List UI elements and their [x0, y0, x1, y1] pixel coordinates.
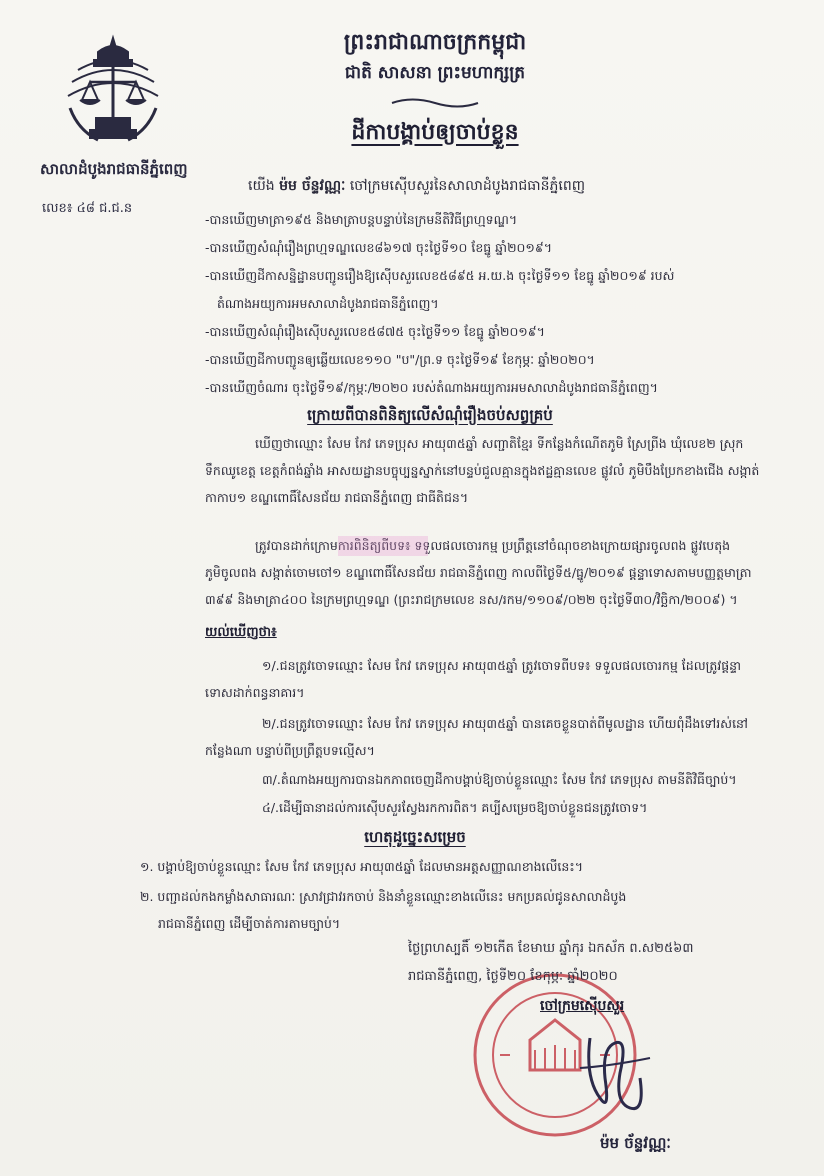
decision-item-1 — [140, 853, 780, 880]
charge-paragraph-cont — [205, 559, 785, 613]
reference-item: -បានឃើញមាត្រា១៩៥ និងមាត្រាបន្តបន្ទាប់នៃក្រមនីតិវិធីព្រហ្មទណ្ឌ។ — [205, 212, 518, 227]
national-motto: ជាតិ សាសនា ព្រះមហាក្សត្រ — [344, 63, 526, 83]
document-title: ដីកាបង្គាប់ឲ្យចាប់ខ្លួន — [351, 119, 519, 145]
solar-date: រាជធានីភ្នំពេញ, ថ្ងៃទី២០ ខែកុម្ភៈ ឆ្នាំ២០២០ — [408, 969, 618, 984]
paragraph-line — [255, 532, 780, 559]
court-name: សាលាដំបូងរាជធានីភ្នំពេញ — [40, 160, 188, 178]
paragraph-line: កាកាប១ ខណ្ឌពោធិ៍សែនជ័យ រាជធានីភ្នំពេញ ជាធីតិជន។ — [205, 490, 469, 505]
judge-name: ម៉ម ច័ន្ទវណ្ណៈ — [279, 178, 346, 194]
judge-role: ចៅក្រមស៊ើបសួរនៃសាលាដំបូងរាជធានីភ្នំពេញ — [349, 178, 586, 194]
findings-subhead: យល់ឃើញថា៖ — [205, 625, 277, 640]
judge-prefix: យើង — [248, 178, 275, 194]
finding-line: ១/.ជនត្រូវចោទឈ្មោះ សែម កែវ ភេទប្រុស អាយុ៣៥ឆ្នាំ ត្រូវចោទពីបទ៖ ទទួលផលចោរកម្ម ដែលត្រូវផ្ដន្ទា — [262, 658, 742, 673]
paragraph-line: ៣៩៩ និងមាត្រា៤០០ នៃក្រមព្រហ្មទណ្ឌ (ព្រះរាជក្រមលេខ នស/រកម/១១០៩/០២២ ចុះថ្ងៃទី៣០/វិច្ឆិកា/២០០៩) ។ — [205, 592, 738, 607]
defendant-paragraph-cont — [205, 457, 785, 511]
finding-item-3 — [262, 766, 787, 793]
signer-name: ម៉ម ច័ន្ទវណ្ណៈ — [600, 1134, 671, 1152]
kingdom-heading: ព្រះរាជាណាចក្រកម្ពុជា — [343, 29, 527, 55]
ornament-divider-icon — [390, 96, 480, 110]
finding-line: ៤/.ដើម្បីធានាដល់ការស៊ើបសួរស្វែងរកការពិត។ គប្បីសម្រេចឱ្យចាប់ខ្លួនជនត្រូវចោទ។ — [262, 800, 648, 815]
finding-line: ទោសដាក់ពន្ធនាគារ។ — [205, 685, 305, 700]
reference-item: -បានឃើញចំណារ ចុះថ្ងៃទី១៩/កុម្ភៈ/២០២០ របស់តំណាងអយ្យការអមសាលាដំបូងរាជធានីភ្នំពេញ។ — [205, 380, 658, 395]
references-list — [205, 206, 795, 402]
finding-line: កន្លែងណា បន្ទាប់ពីប្រព្រឹត្តបទល្មើស។ — [205, 743, 375, 758]
decision-line: រាជធានីភ្នំពេញ ដើម្បីចាត់ការតាមច្បាប់។ — [158, 916, 341, 931]
paragraph-line: ឃើញថាឈ្មោះ សែម កែវ ភេទប្រុស អាយុ៣៥ឆ្នាំ សញ្ជាតិខ្មែរ ទីកន្លែងកំណើតភូមិ ស្រែព្រីង ឃុំលេខ២ ស្រុក — [255, 436, 744, 451]
paragraph-line: ភូមិចូលពង សង្កាត់ចោមចៅ១ ខណ្ឌពោធិ៍សែនជ័យ រាជធានីភ្នំពេញ កាលពីថ្ងៃទី៥/ធ្នូ/២០១៩ ផ្ដន្ទាទោសតាមបញ្ញត្តមាត្រា — [205, 565, 752, 580]
paragraph-line: ទឹកឈូខេត្ត ខេត្តកំពង់ឆ្នាំង អាសយដ្ឋានបច្ចុប្បន្នស្នាក់នៅបន្ទប់ជួលគ្មានក្នុងឥដ្ឋគ្មានលេខ ផ្លូវលំ ភូមិបឹងប្រែកខាងជើង សង្កាត់ — [205, 463, 760, 478]
finding-item-4 — [262, 794, 787, 821]
reference-item-continued: តំណាងអយ្យការអមសាលាដំបូងរាជធានីភ្នំពេញ។ — [217, 296, 439, 311]
decision-item-2-cont — [158, 910, 798, 937]
finding-item-1 — [262, 652, 787, 679]
finding-line: ២/.ជនត្រូវចោទឈ្មោះ សែម កែវ ភេទប្រុស អាយុ៣៥ឆ្នាំ បានគេចខ្លួនបាត់ពីមូលដ្ឋាន ហើយពុំដឹងទៅរស់នៅ — [262, 716, 748, 731]
lunar-date: ថ្ងៃព្រហស្បតិ៍ ១២កើត ខែមាឃ ឆ្នាំកុរ ឯកស័ក ព.ស២៥៦៣ — [408, 941, 694, 956]
charge-paragraph — [255, 532, 780, 559]
reference-item: -បានឃើញដីកាបញ្ជូនឲ្យឆ្លើយលេខ១១០ "ប"/ព្រ.ទ ចុះថ្ងៃទី១៩ ខែកុម្ភៈ ឆ្នាំ២០២០។ — [205, 352, 595, 367]
handwritten-signature-icon — [560, 1018, 670, 1128]
decision-heading: ហេតុដូច្នេះសម្រេច — [364, 828, 466, 846]
finding-line: ៣/.តំណាងអយ្យការបានឯកភាពចេញដីកាបង្គាប់ឱ្យចាប់ខ្លួនឈ្មោះ សែម កែវ ភេទប្រុស តាមនីតិវិធីច្បាប់។ — [262, 772, 737, 787]
finding-item-2 — [262, 710, 787, 737]
defendant-paragraph — [255, 430, 780, 457]
reference-item: -បានឃើញដីកាសន្និដ្ឋានបញ្ជូនរឿងឱ្យស៊ើបសួរលេខ៥៨៩៥ អ.យ.ង ចុះថ្ងៃទី១១ ខែធ្នូ ឆ្នាំ២០១៩ របស់ — [205, 268, 675, 283]
reference-item: -បានឃើញសំណុំរឿងស៊ើបសួរលេខ៥៨៧៥ ចុះថ្ងៃទី១១ ខែធ្នូ ឆ្នាំ២០១៩។ — [205, 324, 545, 339]
finding-item-1-cont — [205, 679, 730, 706]
finding-item-2-cont — [205, 737, 730, 764]
decision-line: ១. បង្គាប់ឱ្យចាប់ខ្លួនឈ្មោះ សែម កែវ ភេទប្រុស អាយុ៣៥ឆ្នាំ ដែលមានអត្តសញ្ញាណខាងលើនេះ។ — [140, 859, 584, 874]
decision-line: ២. បញ្ជាដល់កងកម្លាំងសាធារណៈ ស្រាវជ្រាវរកចាប់ និងនាំខ្លួនឈ្មោះខាងលើនេះ មកប្រគល់ជូនសាលាដំបូង — [140, 889, 627, 904]
charge-line-text: ត្រូវបានដាក់ក្រោមការពិនិត្យពីបទ៖ ទទួលផលចោរកម្ម ប្រព្រឹត្តនៅចំណុចខាងក្រោយផ្សារចូលពង ផ្លូវបេតុង — [255, 538, 731, 553]
decision-item-2 — [140, 883, 780, 910]
highlight-mark — [338, 536, 428, 556]
reference-number: លេខ៖ ៤៨ ជ.ជ.ន — [42, 201, 133, 216]
court-emblem-icon — [58, 30, 168, 150]
judge-line — [248, 176, 768, 197]
review-heading: ក្រោយពីបានពិនិត្យលើសំណុំរឿងចប់សព្វគ្រប់ — [307, 406, 553, 424]
reference-item: -បានឃើញសំណុំរឿងព្រហ្មទណ្ឌលេខ៨៦១៧ ចុះថ្ងៃទី១០ ខែធ្នូ ឆ្នាំ២០១៩។ — [205, 240, 552, 255]
signer-title: ចៅក្រមស៊ើបសួរ — [540, 998, 625, 1014]
